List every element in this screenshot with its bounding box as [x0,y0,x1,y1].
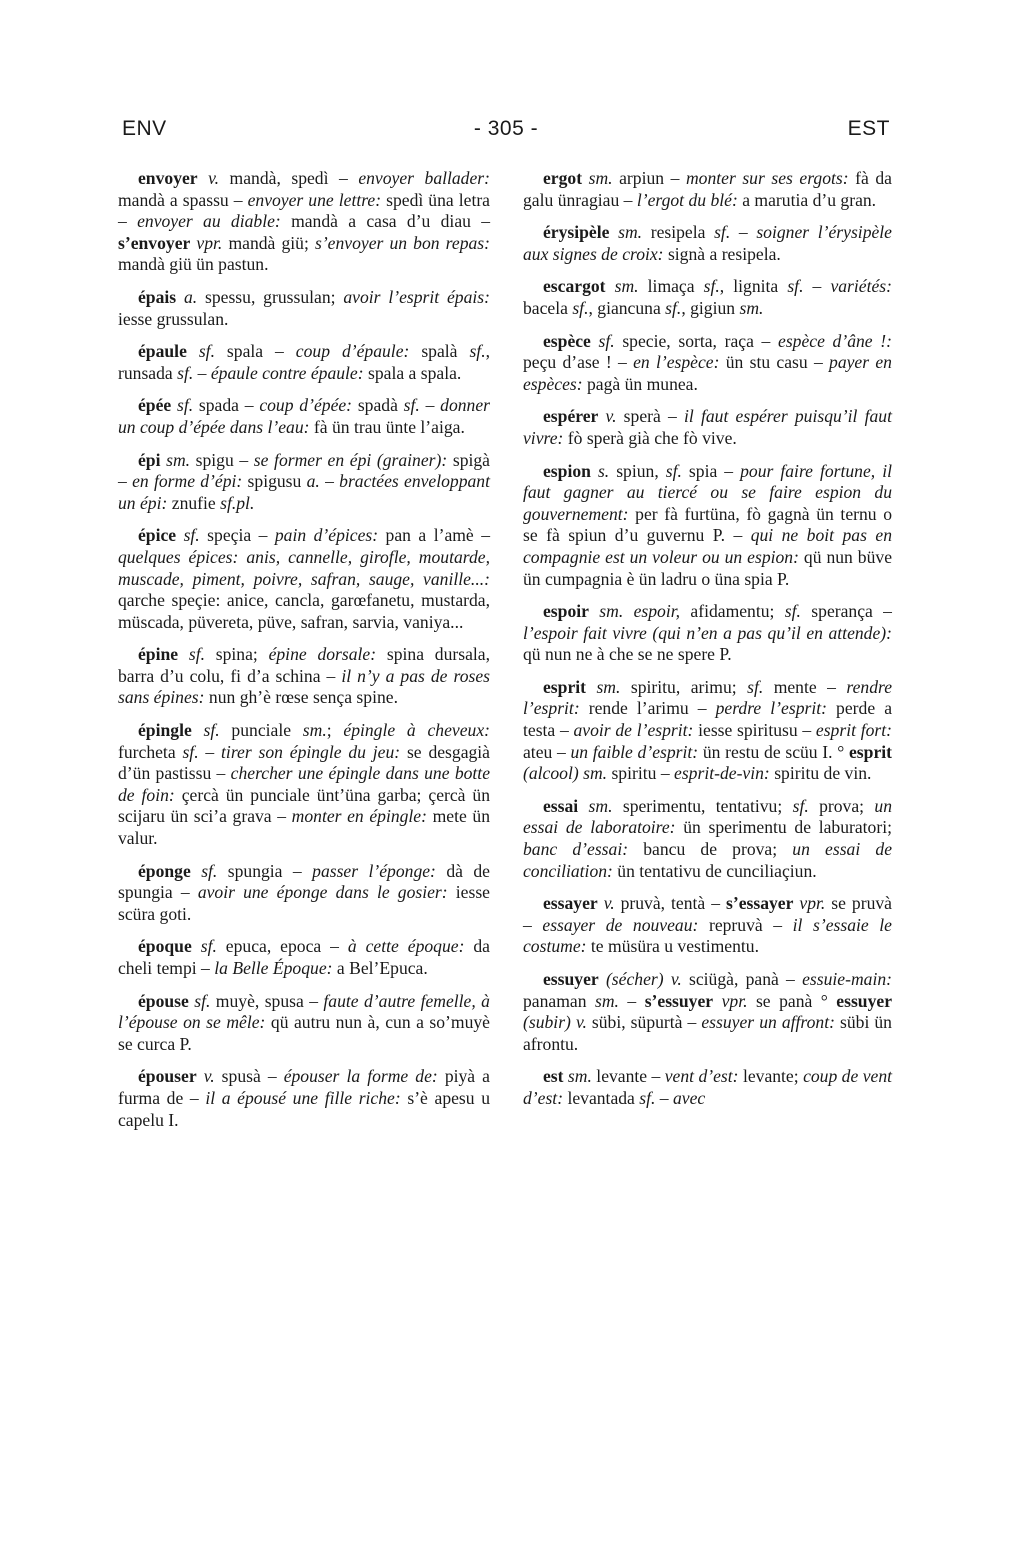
dictionary-entry [118,450,490,515]
translation-text: spiritu de vin. [769,763,872,784]
grammar-label: sf. [403,395,420,416]
headword: envoyer [138,168,198,188]
headword: espion [543,460,591,481]
grammar-label: sm. [739,297,764,318]
french-phrase: perdre l’esprit: [715,698,827,719]
translation-text: fà da galu ünragiau – [523,168,892,210]
translation-text: çercà ün punciale ünt’üna garba; çercà ün scijaru ün sci’a grava – [118,784,491,827]
translation-text: mandà, spedì – [219,168,359,188]
grammar-label: sf. [639,1087,656,1108]
translation-text: sübi, süpurtà – [586,1012,702,1033]
translation-text: spedì üna letra – [118,189,490,232]
translation-text: ; [326,720,344,741]
grammar-label: sf. [191,720,220,741]
headword: épingle [138,720,192,741]
french-phrase: donner un coup d’épée dans l’eau: [118,395,490,437]
headword: essayer [543,893,598,914]
translation-text: pruvà, tentà – [614,893,726,914]
translation-text: repruvà – [698,914,793,935]
grammar-label: sm. [609,222,643,243]
headword: espérer [543,406,599,427]
headword: s’essayer [725,893,794,914]
french-phrase: pain d’épices: [274,525,379,546]
translation-text: ün sperimentu de laburatori; [675,817,892,838]
headword: essai [543,795,579,816]
translation-text [623,601,633,621]
headword: essuyer [836,990,892,1011]
translation-text: fò sperà già che fò vive. [563,427,737,448]
headword: esprit [849,741,892,762]
translation-text: qarche speçie: anice, cancla, garœfanetu, mustarda, müscada, püvereta, püve, safran, sarvia, vaniya... [118,590,490,632]
french-phrase: s’envoyer un bon repas: [314,232,490,253]
translation-text: spadà [352,395,404,416]
dictionary-entry [523,969,892,1055]
grammar-label: sf. [176,525,200,546]
grammar-label: sf. [787,276,804,297]
translation-text: spiun, [609,460,666,481]
dictionary-entry [523,677,892,785]
translation-text: peçu d’ase ! – [523,352,634,373]
grammar-label: sm. [578,795,613,816]
translation-text: , giancuna [588,297,666,318]
translation-text: bancu de prova; [628,839,793,860]
dictionary-entry [118,287,490,330]
header-last-word: EST [847,117,890,140]
grammar-label: sm. [582,168,613,188]
french-phrase: pour faire fortune, il faut gagner au tiercé ou se faire espion du gouvernement: [523,460,892,524]
translation-text: spiritu, arimu; [620,676,748,697]
french-phrase: tirer son épingle du jeu: [221,741,401,762]
translation-text: spigusu [242,471,307,492]
french-phrase: coup d’épaule: [295,341,410,362]
translation-text: panaman [523,990,595,1011]
dictionary-entry [523,796,892,882]
french-phrase: essuie-main: [802,969,892,989]
grammar-label: v. [663,969,682,989]
translation-text: levantada [563,1087,640,1108]
dictionary-entry [118,1066,490,1131]
french-phrase: avoir de l’esprit: [573,720,694,741]
headword: espoir [543,601,589,622]
translation-text: afidamentu; [680,601,785,622]
grammar-label: sf. [190,860,218,881]
dictionary-entry [523,406,892,449]
french-phrase: (subir) [523,1012,571,1033]
french-phrase: coup d’épée: [259,395,353,416]
french-phrase: monter en épingle: [291,806,427,827]
french-phrase: banc d’essai: [523,839,629,860]
translation-text: mandà giü; [222,232,315,253]
translation-text: dà de spungia – [118,860,490,903]
grammar-label: sm. [563,1066,592,1087]
french-phrase: la Belle Époque: [214,958,333,978]
headword: épouse [138,990,189,1011]
french-phrase: quelques épices: anis, cannelle, girofle, moutarde, muscade, piment, poivre, safran, sauge, vanille...: [118,546,490,589]
grammar-label: sm. [160,449,191,470]
french-phrase: épaule contre épaule: [210,362,364,383]
french-phrase: (alcool) [523,763,579,784]
translation-text: spungia – [217,860,313,881]
grammar-label: sf. [469,341,486,362]
translation-text: spada – [193,395,260,416]
french-phrase: monter sur ses ergots: [685,168,849,188]
translation-text: furcheta [118,741,183,762]
grammar-label: sf. [188,990,211,1011]
french-phrase: un faible d’esprit: [570,741,699,762]
french-phrase: épingle à cheveux: [343,720,490,741]
dictionary-entry [523,461,892,591]
translation-text: iesse scüra goti. [118,882,490,924]
dictionary-entry [523,1066,892,1109]
dictionary-entry [523,276,892,319]
headword: épée [138,395,172,416]
translation-text: spina; [205,644,269,665]
translation-text: spala a spala. [363,362,462,383]
grammar-label: sf. [665,297,682,318]
translation-text: – [419,395,441,416]
translation-text: nun gh’è rœse sença spine. [204,687,398,708]
headword: escargot [543,276,606,297]
grammar-label: sf. [714,222,731,243]
french-phrase: envoyer ballader: [358,168,490,188]
grammar-label: a. [176,286,198,307]
translation-text: perde a testa – [523,698,893,741]
french-phrase: épine dorsale: [268,644,377,665]
french-phrase: l’ergot du blé: [636,189,738,210]
french-phrase: coup de vent d’est: [523,1066,893,1108]
translation-text: per fà furtüna, fò gagnà ün ternu o se fà spiun d’u guvernu P. – [523,503,892,546]
translation-text: speçia – [199,525,275,546]
translation-text: – [198,741,222,762]
french-phrase: il a épousé une fille riche: [205,1087,401,1108]
grammar-label: sf.pl. [220,492,255,513]
headword: érysipèle [543,222,610,243]
french-phrase: essuyer un affront: [701,1012,835,1033]
grammar-label: sm. [586,676,621,697]
translation-text: qü autru nun à, cun a so’muyè se curca P. [118,1012,490,1054]
translation-text: rende l’arimu – [579,698,716,719]
translation-text: mente – [763,676,847,697]
headword: épouser [138,1066,197,1087]
dictionary-entry [118,395,490,438]
translation-text: muyè, spusa – [210,990,324,1011]
grammar-label: sf. [178,644,205,665]
grammar-label: s. [590,460,610,481]
dictionary-entry [523,893,892,958]
grammar-label: v. [570,1012,587,1033]
grammar-label: sf. [177,362,194,383]
translation-text: spessu, grussulan; [197,286,344,307]
translation-text: , gigiun [681,297,740,318]
grammar-label: sf. [784,601,801,622]
french-phrase: en forme d’épi: [132,471,243,492]
translation-text: prova; [808,795,875,816]
french-phrase: en l’espèce: [633,352,720,373]
translation-text: bacela [523,297,573,318]
translation-text: se desgagià d’ün pastissu – [118,741,490,784]
translation-text: epuca, epoca – [216,936,348,957]
translation-text: sperimentu, tentativu; [612,795,793,816]
translation-text: – [618,990,645,1011]
translation-text: mandà a spassu – [118,189,248,210]
french-phrase: épouser la forme de: [283,1066,438,1087]
grammar-label: sm. [605,276,639,297]
translation-text: qü nun büve ün cumpagnia è ün ladru o üna spia P. [523,546,892,589]
right-column [523,168,892,1121]
translation-text: – [319,471,340,492]
grammar-label: sm. [302,720,327,741]
grammar-label: sf. [171,395,194,416]
translation-text: spigu – [190,449,254,470]
translation-text: punciale [219,720,303,741]
grammar-label: sf. [792,795,809,816]
translation-text: spiritu – [607,763,675,784]
grammar-label: vpr. [190,232,223,253]
translation-text: a Bel’Epuca. [332,958,428,978]
translation-text: ün tentativu de cunciliaçiun. [612,860,817,881]
translation-text: spusà – [214,1066,284,1087]
headword: s’envoyer [118,232,191,253]
french-phrase: payer en espèces: [523,352,892,394]
left-column [118,168,490,1142]
header-first-word: ENV [122,117,167,140]
french-phrase: avoir l’esprit épais: [343,286,490,307]
dictionary-entry [118,720,490,850]
french-phrase: esprit fort: [815,720,892,741]
grammar-label: sf. [572,297,589,318]
translation-text: ün restu de scüu I. ° [698,741,849,762]
translation-text: sperança – [800,601,892,622]
grammar-label: v. [197,168,220,188]
translation-text: pagà ün munea. [582,373,698,394]
translation-text: spala – [214,341,296,362]
french-phrase: variétés: [830,276,893,297]
translation-text: sciügà, panà – [681,969,803,989]
translation-text: s’è apesu u capelu I. [118,1087,490,1130]
grammar-label: sf. [590,330,615,351]
dictionary-entry [523,168,892,211]
headword: espèce [543,330,591,351]
translation-text: ün stu casu – [719,352,830,373]
dictionary-entry [118,936,490,979]
translation-text: sperà – [616,406,684,427]
headword: épi [138,449,161,470]
translation-text: spia – [681,460,741,481]
dictionary-entry [118,341,490,384]
translation-text: resipela [642,222,715,243]
french-phrase: rendre l’esprit: [523,676,893,719]
french-phrase: esprit-de-vin: [674,763,770,784]
french-phrase: (sécher) [605,969,664,989]
translation-text: mandà giü ün pastun. [118,254,269,275]
translation-text: a marutia d’u gran. [737,189,877,210]
translation-text: limaça [638,276,704,297]
french-phrase: passer l’éponge: [312,860,436,881]
grammar-label: sm. [578,763,608,784]
translation-text: – [655,1087,673,1108]
grammar-label: sf. [186,341,215,362]
french-phrase: soigner l’érysipèle aux signes de croix: [523,222,892,264]
french-phrase: un essai de laboratoire: [523,795,892,838]
french-phrase: envoyer une lettre: [247,189,382,210]
translation-text: , lignita [719,276,788,297]
french-phrase: avec [673,1087,706,1108]
grammar-label: sf. [747,676,764,697]
grammar-label: sm. [588,601,624,622]
translation-text: se panà ° [747,990,837,1011]
grammar-label: v. [598,406,617,427]
headword: ergot [543,168,583,188]
translation-text: arpiun – [612,168,686,188]
french-phrase: il s’essaie le costume: [523,914,892,957]
french-phrase: essayer de nouveau: [542,914,699,935]
translation-text: mete ün valur. [118,806,491,849]
grammar-label: a. [306,471,320,492]
grammar-label: sf. [703,276,720,297]
french-phrase: avoir une éponge dans le gosier: [197,882,448,903]
translation-text [599,969,606,989]
grammar-label: v. [196,1066,215,1087]
translation-text: mandà a casa d’u diau – [280,211,491,232]
headword: épice [138,525,177,546]
french-phrase: vent d’est: [664,1066,739,1087]
grammar-label: sf. [665,460,682,481]
dictionary-entry [523,331,892,396]
translation-text: spigà – [118,449,490,492]
headword: s’essuyer [644,990,714,1011]
translation-text: levante – [591,1066,665,1087]
headword: époque [138,936,192,957]
translation-text: qü nun ne à che se ne spere P. [523,644,732,665]
french-phrase: espoir, [633,601,681,622]
headword: essuyer [543,969,599,989]
french-phrase: il n’y a pas de roses sans épines: [118,665,490,708]
headword: épaule [138,341,187,362]
translation-text: fà ün trau ünte l’aiga. [309,416,465,437]
french-phrase: à cette époque: [347,936,465,957]
translation-text: iesse grussulan. [118,308,229,329]
dictionary-entry [523,601,892,666]
translation-text: – [730,222,757,243]
translation-text: specie, sorta, raça – [614,330,779,351]
headword: éponge [138,860,191,881]
translation-text: – [803,276,831,297]
translation-text: se pruvà – [523,893,892,935]
french-phrase: faute d’autre femelle, à l’épouse on se mêle: [118,990,490,1033]
headword: épais [138,286,177,307]
translation-text: spalà [409,341,470,362]
translation-text: , runsada [118,341,490,383]
grammar-label: v. [597,893,615,914]
french-phrase: chercher une épingle dans une botte de foin: [118,763,490,805]
translation-text: te müsüra u vestimentu. [586,936,759,957]
dictionary-entry [523,222,892,265]
page-number: - 305 - [473,117,539,140]
french-phrase: bractées enveloppant un épi: [118,471,490,513]
french-phrase: l’espoir fait vivre (qui n’en a pas qu’il en attende): [523,622,892,643]
grammar-label: vpr. [713,990,748,1011]
dictionary-entry [118,861,490,926]
translation-text: spina dursala, barra d’u colu, fi d’a schina – [118,644,491,686]
translation-text: da cheli tempi – [118,936,490,978]
translation-text: iesse spiritusu – [693,720,816,741]
headword: épine [138,644,179,665]
grammar-label: sm. [594,990,619,1011]
dictionary-entry [118,991,490,1056]
translation-text: – [193,362,211,383]
running-header [122,117,890,157]
grammar-label: sf. [182,741,199,762]
dictionary-entry [118,525,490,633]
headword: esprit [543,676,586,697]
translation-text: signà a resipela. [663,243,781,264]
translation-text: levante; [738,1066,804,1087]
french-phrase: se former en épi (grainer): [253,449,448,470]
french-phrase: envoyer au diable: [137,211,281,232]
translation-text: piyà a furma de – [118,1066,490,1108]
french-phrase: il faut espérer puisqu’il faut vivre: [523,406,892,448]
translation-text: ateu – [523,741,571,762]
translation-text: pan a l’amè – [378,525,491,546]
translation-text: znufie [167,492,221,513]
french-phrase: qui ne boit pas en compagnie est un voleur ou un espion: [523,525,892,567]
grammar-label: vpr. [793,893,826,914]
grammar-label: sf. [191,936,217,957]
dictionary-entry [118,168,490,276]
french-phrase: espèce d’âne !: [778,330,892,351]
dictionary-entry [118,644,490,709]
french-phrase: un essai de conciliation: [523,839,893,881]
translation-text: sübi ün afrontu. [523,1012,892,1054]
headword: est [543,1066,564,1087]
